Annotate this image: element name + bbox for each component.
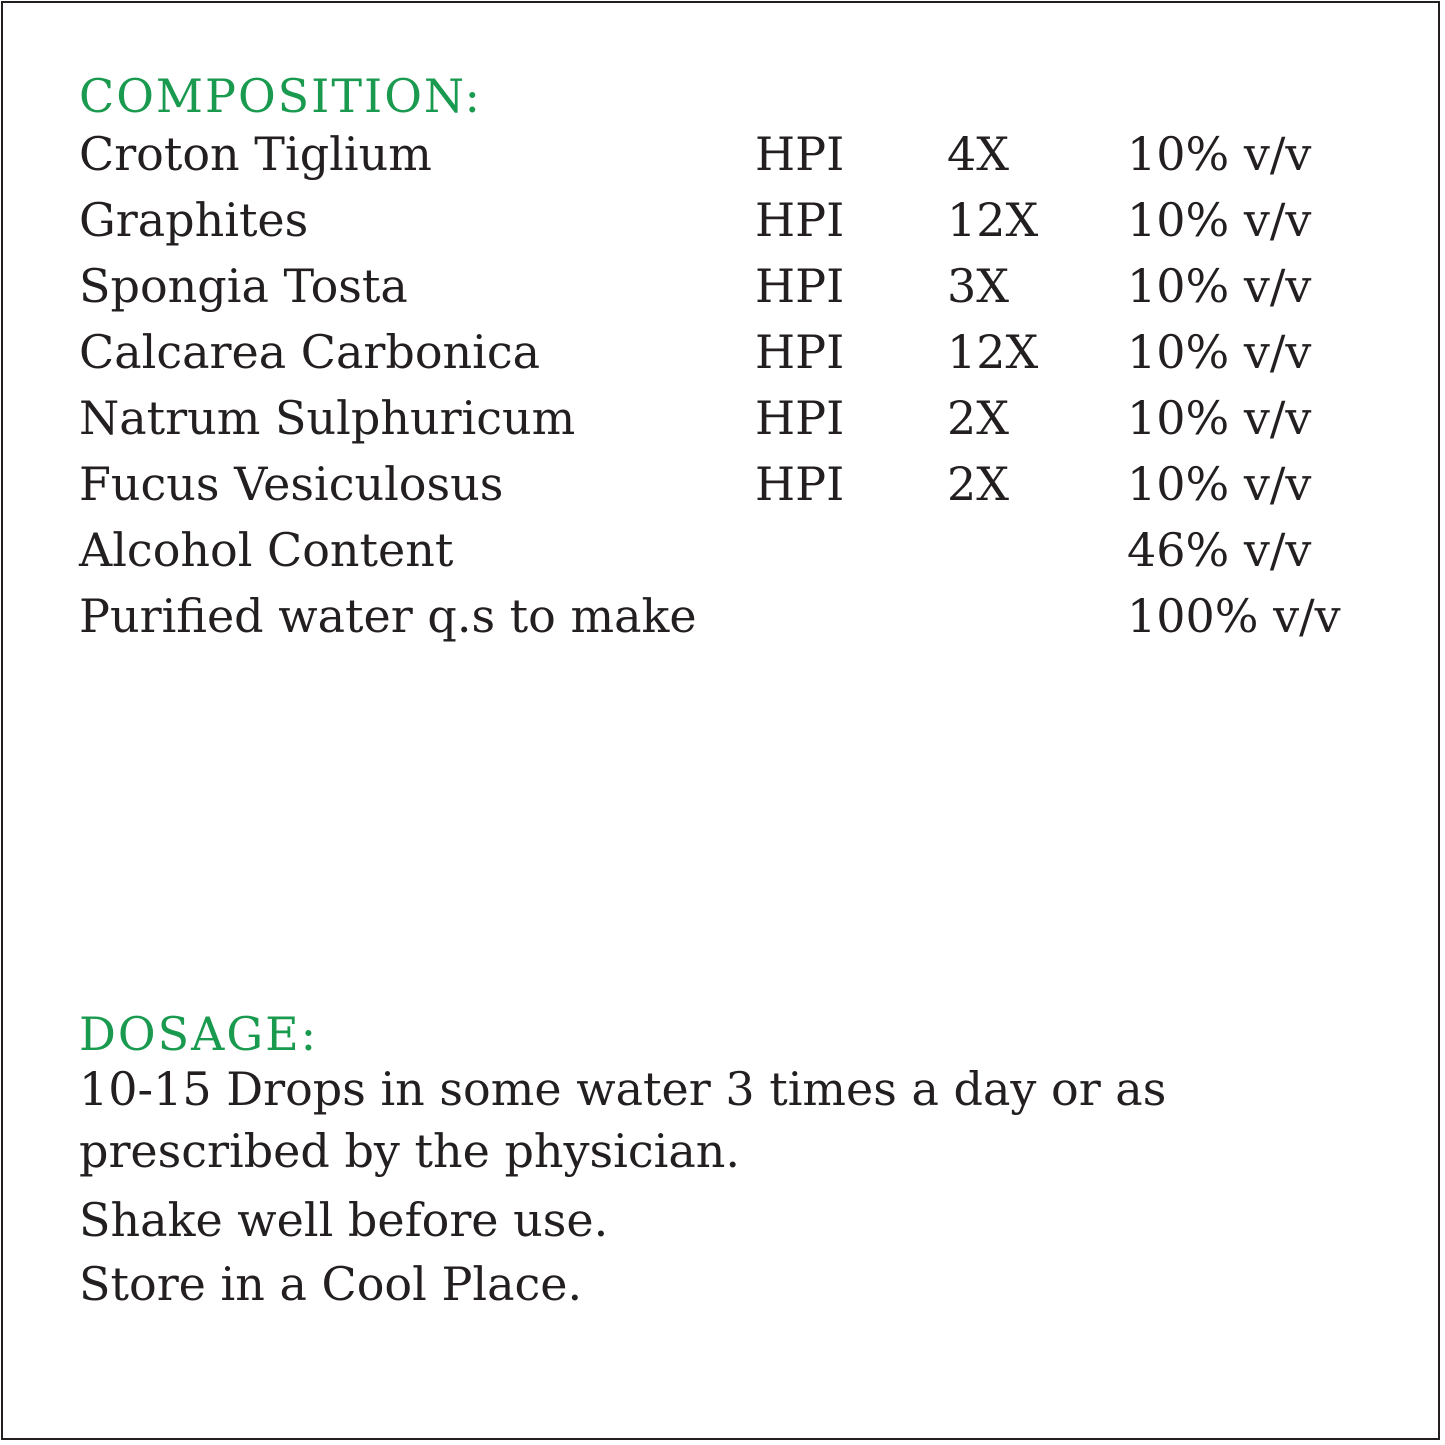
ingredient-name: Spongia Tosta — [79, 259, 408, 313]
storage-instruction: Store in a Cool Place. — [79, 1257, 583, 1311]
ingredient-row — [3, 325, 1445, 389]
shake-instruction: Shake well before use. — [79, 1193, 609, 1247]
ingredient-potency: 12X — [947, 325, 1039, 379]
ingredient-reference: HPI — [755, 127, 845, 181]
dosage-instructions-line-2: prescribed by the physician. — [79, 1124, 741, 1178]
ingredient-name: Graphites — [79, 193, 309, 247]
ingredient-concentration: 10% v/v — [1127, 457, 1312, 511]
ingredient-name: Calcarea Carbonica — [79, 325, 541, 379]
ingredient-potency: 12X — [947, 193, 1039, 247]
ingredient-reference: HPI — [755, 457, 845, 511]
ingredient-reference: HPI — [755, 325, 845, 379]
ingredient-reference: HPI — [755, 193, 845, 247]
ingredient-potency: 2X — [947, 457, 1010, 511]
water-row — [3, 589, 1445, 653]
ingredient-row — [3, 457, 1445, 521]
ingredient-row — [3, 127, 1445, 191]
ingredient-name: Croton Tiglium — [79, 127, 432, 181]
ingredient-potency: 2X — [947, 391, 1010, 445]
ingredient-row — [3, 391, 1445, 455]
label-panel — [1, 1, 1440, 1440]
ingredient-name: Fucus Vesiculosus — [79, 457, 504, 511]
ingredient-potency: 3X — [947, 259, 1010, 313]
alcohol-row — [3, 523, 1445, 587]
ingredient-concentration: 10% v/v — [1127, 193, 1312, 247]
ingredient-concentration: 10% v/v — [1127, 325, 1312, 379]
alcohol-label: Alcohol Content — [79, 523, 454, 577]
ingredient-row — [3, 259, 1445, 323]
ingredient-potency: 4X — [947, 127, 1010, 181]
ingredient-name: Natrum Sulphuricum — [79, 391, 576, 445]
ingredient-concentration: 10% v/v — [1127, 259, 1312, 313]
alcohol-concentration: 46% v/v — [1127, 523, 1312, 577]
ingredient-concentration: 10% v/v — [1127, 391, 1312, 445]
water-concentration: 100% v/v — [1127, 589, 1341, 643]
ingredient-concentration: 10% v/v — [1127, 127, 1312, 181]
dosage-heading: DOSAGE: — [79, 1007, 319, 1061]
composition-heading: COMPOSITION: — [79, 69, 483, 123]
ingredient-reference: HPI — [755, 391, 845, 445]
water-label: Purified water q.s to make — [79, 589, 697, 643]
dosage-instructions-line-1: 10-15 Drops in some water 3 times a day or as — [79, 1062, 1167, 1116]
ingredient-reference: HPI — [755, 259, 845, 313]
ingredient-row — [3, 193, 1445, 257]
